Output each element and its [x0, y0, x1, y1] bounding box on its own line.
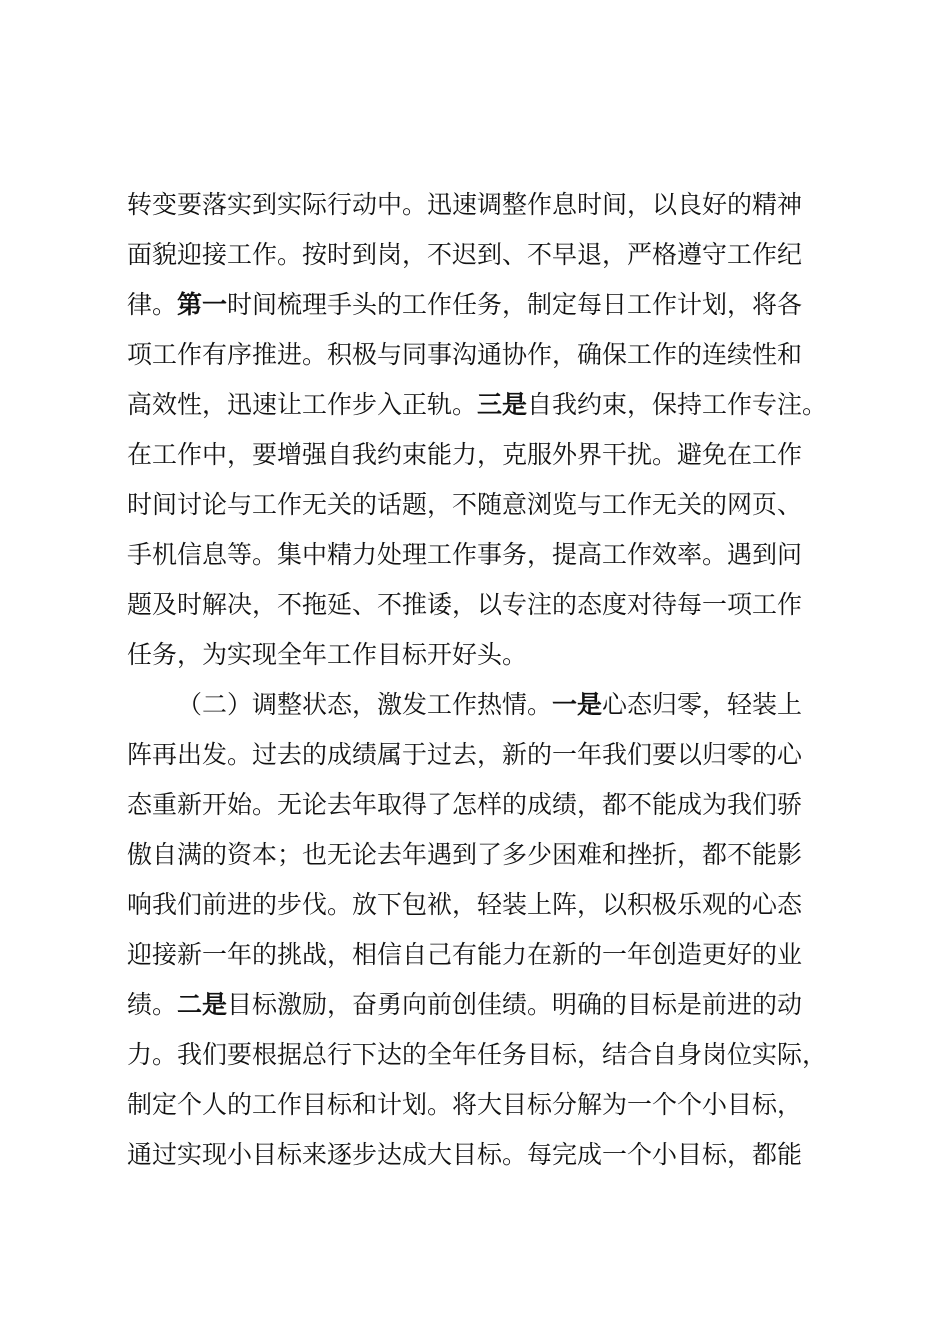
bold-keyword: 第一: [177, 290, 228, 319]
text-line: [127, 480, 835, 530]
text-run: 心态归零，轻装上: [602, 690, 803, 719]
text-run: 转变要落实到实际行动中。迅速调整作息时间，以良好的精神: [127, 190, 803, 219]
text-run: 律。: [127, 290, 178, 319]
text-line: [127, 180, 835, 230]
text-line: [127, 1130, 835, 1180]
text-run: 目标激励，奋勇向前创佳绩。明确的目标是前进的动: [227, 990, 803, 1019]
text-run: 任务，为实现全年工作目标开好头。: [127, 640, 528, 669]
text-line: [127, 630, 835, 680]
text-run: 响我们前进的步伐。放下包袱，轻装上阵，以积极乐观的心态: [127, 890, 803, 919]
text-run: 绩。: [127, 990, 178, 1019]
text-line: [127, 780, 835, 830]
bold-keyword: 一是: [552, 690, 603, 719]
text-line: [127, 1030, 835, 1080]
text-line: [127, 230, 835, 280]
text-run: 时间讨论与工作无关的话题，不随意浏览与工作无关的网页、: [127, 490, 803, 519]
text-run: 态重新开始。无论去年取得了怎样的成绩，都不能成为我们骄: [127, 790, 803, 819]
text-line: [127, 980, 835, 1030]
text-run: 自我约束，保持工作专注。: [527, 390, 828, 419]
text-run: 通过实现小目标来逐步达成大目标。每完成一个小目标，都能: [127, 1140, 803, 1169]
text-line: [127, 530, 835, 580]
text-line: [127, 730, 835, 780]
text-line: [127, 880, 835, 930]
text-line: [127, 280, 835, 330]
document-body: [127, 180, 835, 1180]
text-run: 时间梳理手头的工作任务，制定每日工作计划，将各: [227, 290, 803, 319]
text-run: 项工作有序推进。积极与同事沟通协作，确保工作的连续性和: [127, 340, 803, 369]
text-line: [127, 830, 835, 880]
text-run: 迎接新一年的挑战，相信自己有能力在新的一年创造更好的业: [127, 940, 803, 969]
text-run: 题及时解决，不拖延、不推诿，以专注的态度对待每一项工作: [127, 590, 803, 619]
text-run: 力。我们要根据总行下达的全年任务目标，结合自身岗位实际，: [127, 1040, 828, 1069]
bold-keyword: 三是: [477, 390, 528, 419]
section-heading: （二）调整状态，激发工作热情。: [177, 690, 553, 719]
text-run: 傲自满的资本；也无论去年遇到了多少困难和挫折，都不能影: [127, 840, 803, 869]
text-run: 在工作中，要增强自我约束能力，克服外界干扰。避免在工作: [127, 440, 803, 469]
section-heading-line: [127, 680, 835, 730]
text-run: 高效性，迅速让工作步入正轨。: [127, 390, 478, 419]
text-run: 阵再出发。过去的成绩属于过去，新的一年我们要以归零的心: [127, 740, 803, 769]
bold-keyword: 二是: [177, 990, 228, 1019]
text-line: [127, 930, 835, 980]
text-line: [127, 330, 835, 380]
text-line: [127, 380, 835, 430]
text-run: 手机信息等。集中精力处理工作事务，提高工作效率。遇到问: [127, 540, 803, 569]
text-line: [127, 430, 835, 480]
text-run: 制定个人的工作目标和计划。将大目标分解为一个个小目标，: [127, 1090, 803, 1119]
text-line: [127, 1080, 835, 1130]
text-line: [127, 580, 835, 630]
text-run: 面貌迎接工作。按时到岗，不迟到、不早退，严格遵守工作纪: [127, 240, 803, 269]
